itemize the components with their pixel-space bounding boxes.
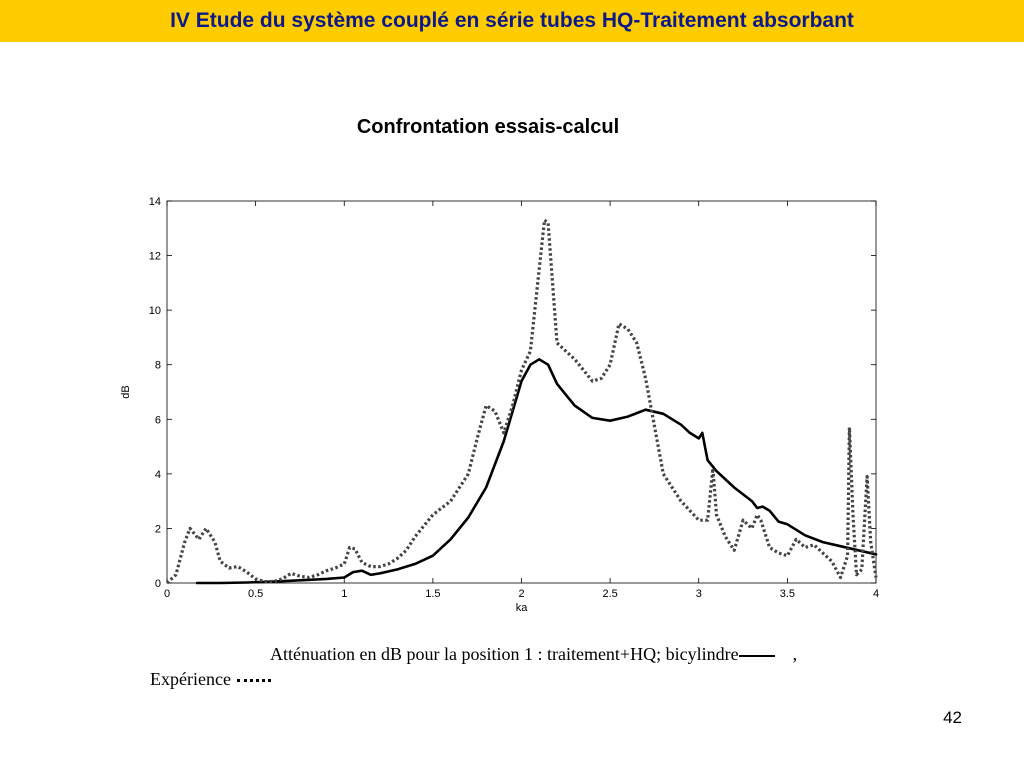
- title-bar: [0, 0, 1024, 42]
- attenuation-chart: [100, 180, 900, 620]
- legend-dotted-line-icon: [237, 679, 271, 682]
- experiment-series-line: [167, 220, 876, 583]
- x-tick-label: 3: [695, 588, 702, 600]
- y-tick-label: 12: [148, 250, 161, 263]
- caption-experience: Expérience: [150, 669, 231, 689]
- y-tick-label: 6: [154, 414, 161, 427]
- caption-line-1: [270, 644, 797, 665]
- legend-solid-line-icon: [739, 655, 775, 657]
- x-tick-label: 3.5: [779, 588, 796, 600]
- y-tick-label: 4: [154, 468, 161, 481]
- y-tick-label: 14: [148, 196, 161, 208]
- x-tick-label: 4: [872, 588, 880, 600]
- caption-line-2: [150, 669, 271, 690]
- x-axis-label: ka: [515, 602, 528, 614]
- x-tick-label: 1.5: [425, 588, 441, 600]
- caption-comma: ,: [792, 644, 798, 664]
- y-tick-label: 8: [154, 359, 161, 372]
- x-tick-label: 1: [341, 588, 348, 600]
- y-axis-label: dB: [120, 385, 132, 399]
- slide-title: IV Etude du système couplé en série tubes HQ-Traitement absorbant: [170, 9, 854, 32]
- y-tick-label: 2: [154, 523, 161, 536]
- x-tick-label: 0.5: [247, 588, 264, 600]
- slide-subtitle: Confrontation essais-calcul: [356, 116, 620, 138]
- y-tick-label: 0: [154, 578, 161, 590]
- calculation-series-line: [197, 359, 876, 583]
- plot-frame: [167, 201, 876, 583]
- x-tick-label: 2: [518, 588, 525, 600]
- x-tick-label: 0: [163, 588, 171, 600]
- x-tick-label: 2.5: [602, 588, 618, 600]
- caption-text: Atténuation en dB pour la position 1 : traitement+HQ; bicylindre: [270, 644, 739, 664]
- page-number: 42: [943, 708, 962, 727]
- y-tick-label: 10: [148, 305, 161, 318]
